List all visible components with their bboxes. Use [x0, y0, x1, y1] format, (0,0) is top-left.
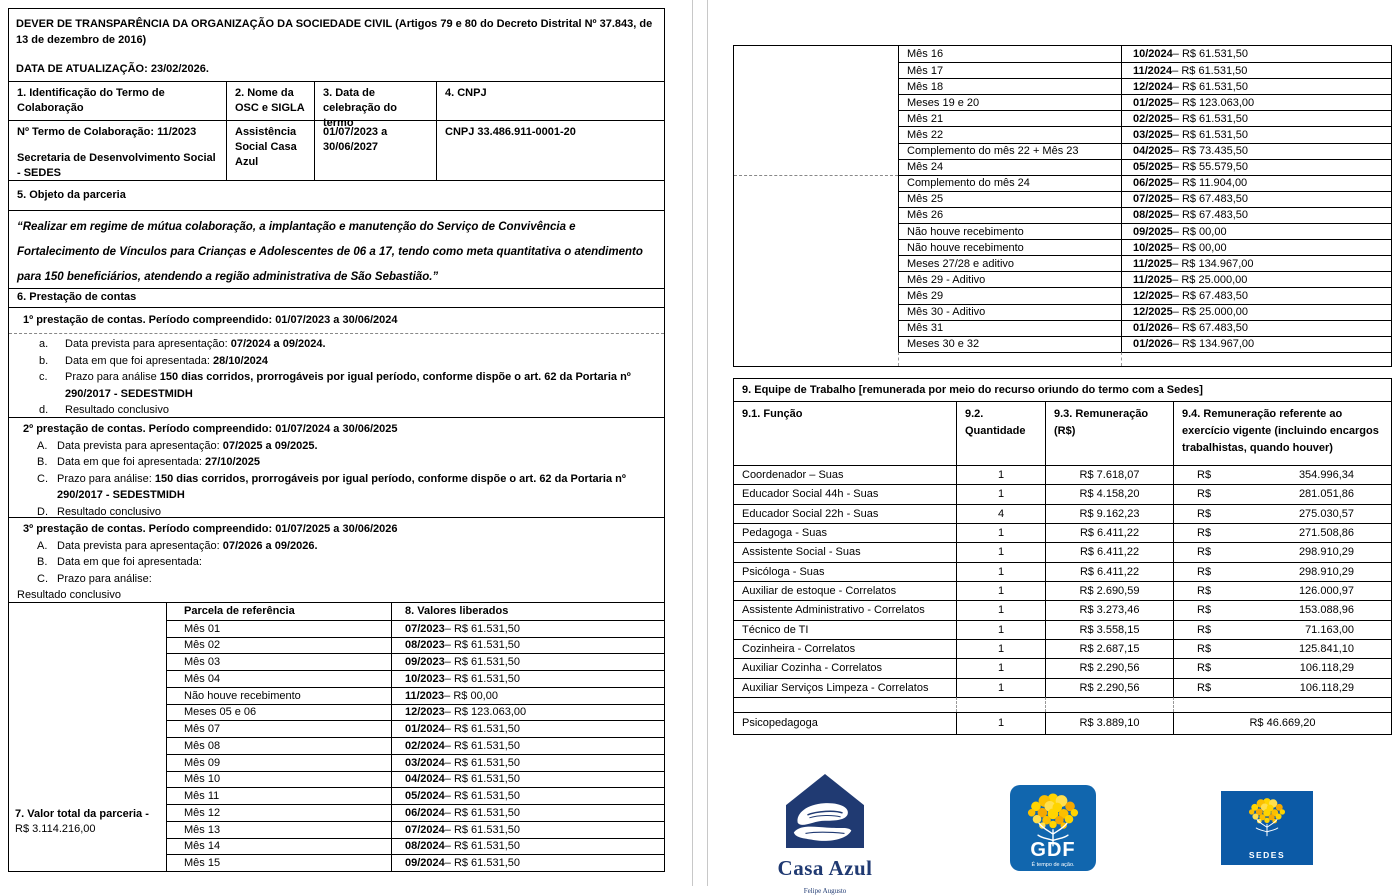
gdf-logo	[1010, 785, 1096, 871]
payment-parcela-cell: Mês 22	[898, 126, 1121, 142]
equipe-remuneracao-cell: R$ 2.687,15	[1045, 639, 1173, 658]
id-header-data: 3. Data de celebração do termo	[314, 82, 436, 120]
payment-month: 01/2024	[405, 723, 445, 736]
currency-prefix: R$	[1197, 527, 1212, 540]
payment-parcela-cell: Complemento do mês 24	[898, 175, 1121, 191]
prestacao-2-items	[37, 438, 656, 521]
equipe-remuneracao-exercicio-cell	[1173, 658, 1391, 677]
payment-month: 12/2024	[1133, 80, 1173, 93]
item-letter: A.	[37, 439, 48, 452]
payment-valor-cell: 01/2025 – R$ 123.063,00	[1121, 94, 1391, 110]
casa-azul-subtitle: Felipe Augusto	[803, 887, 847, 895]
item-value: 07/2026 a 09/2026.	[222, 539, 318, 552]
payment-month: 08/2023	[405, 639, 445, 652]
equipe-funcao-cell: Psicopedagoga	[734, 712, 956, 734]
prestacao-item	[37, 504, 656, 521]
equipe-empty-cell	[1173, 697, 1391, 712]
equipe-quantidade-cell: 1	[956, 600, 1045, 619]
payment-valor-cell: 06/2024 – R$ 61.531,50	[391, 804, 664, 821]
payment-month: 01/2026	[1133, 338, 1173, 351]
payment-parcela-cell: Mês 14	[166, 838, 391, 855]
payment-month: 11/2023	[405, 689, 445, 702]
currency-prefix: R$	[1197, 662, 1212, 675]
payment-month: 10/2025	[1133, 241, 1173, 254]
equipe-header-remuneracao: 9.3. Remuneração (R$)	[1045, 401, 1173, 465]
prestacao-item	[37, 554, 656, 571]
payment-valor-cell: 05/2024 – R$ 61.531,50	[391, 787, 664, 804]
valor-total-cell	[9, 603, 166, 871]
payment-month: 09/2024	[405, 857, 445, 870]
objeto-header: 5. Objeto da parceria	[9, 180, 664, 210]
payment-month: 11/2024	[1133, 64, 1173, 77]
payment-month: 03/2025	[1133, 129, 1173, 142]
currency-prefix: R$	[1197, 604, 1212, 617]
equipe-funcao-cell: Educador Social 44h - Suas	[734, 484, 956, 503]
document-header	[9, 9, 664, 81]
payment-parcela-cell: Mês 08	[166, 737, 391, 754]
equipe-header-quantidade: 9.2. Quantidade	[956, 401, 1045, 465]
payment-header-valores: 8. Valores liberados	[391, 603, 664, 620]
equipe-remuneracao-exercicio-cell	[1173, 523, 1391, 542]
payment-parcela-cell: Mês 24	[898, 159, 1121, 175]
payment-parcela-cell: Não houve recebimento	[898, 239, 1121, 255]
prestacao-item	[39, 369, 656, 402]
payment-valor-cell: 05/2025 – R$ 55.579,50	[1121, 159, 1391, 175]
payment-parcela-cell: Mês 21	[898, 110, 1121, 126]
currency-prefix: R$	[1197, 546, 1212, 559]
item-label: Data em que foi apresentada:	[57, 556, 202, 568]
payment-parcela-cell: Mês 09	[166, 754, 391, 771]
prestacao-item	[37, 454, 656, 471]
payment-parcela-cell: Mês 02	[166, 637, 391, 654]
equipe-empty-cell	[734, 697, 956, 712]
payment-parcela-cell: Mês 15	[166, 854, 391, 871]
payment-parcela-cell: Mês 30 - Aditivo	[898, 304, 1121, 320]
payment-table-page1	[9, 602, 664, 871]
payment-month: 10/2023	[405, 672, 445, 685]
equipe-table	[733, 378, 1392, 735]
spacer	[17, 140, 218, 151]
payment-parcela-cell: Mês 31	[898, 320, 1121, 336]
payment-valor-cell: 08/2025 – R$ 67.483,50	[1121, 207, 1391, 223]
payment-month: 02/2025	[1133, 112, 1173, 125]
equipe-funcao-cell: Educador Social 22h - Suas	[734, 504, 956, 523]
payment-parcela-cell: Mês 03	[166, 653, 391, 670]
equipe-remuneracao-exercicio-cell	[1173, 600, 1391, 619]
equipe-remuneracao-cell: R$ 3.558,15	[1045, 620, 1173, 639]
payment-month: 12/2025	[1133, 306, 1173, 319]
payment-empty-cell	[898, 352, 1121, 366]
payment-month: 04/2024	[405, 773, 445, 786]
casa-azul-house-icon	[783, 772, 867, 850]
item-letter: a.	[39, 338, 49, 350]
payment-month: 06/2025	[1133, 177, 1173, 190]
payment-valor-cell: 12/2024 – R$ 61.531,50	[1121, 78, 1391, 94]
equipe-remuneracao-cell: R$ 3.273,46	[1045, 600, 1173, 619]
payment-valor-cell: 07/2024 – R$ 61.531,50	[391, 821, 664, 838]
payment-month: 06/2024	[405, 806, 445, 819]
id-header-osc: 2. Nome da OSC e SIGLA	[226, 82, 314, 120]
item-value: 07/2024 a 09/2024.	[230, 338, 326, 350]
payment-header-parcela: Parcela de referência	[166, 603, 391, 620]
equipe-remuneracao-cell: R$ 2.290,56	[1045, 658, 1173, 677]
id-value-cnpj: CNPJ 33.486.911-0001-20	[436, 120, 664, 180]
payment-month: 07/2025	[1133, 193, 1173, 206]
item-label: Resultado conclusivo	[65, 404, 169, 416]
payment-month: 05/2025	[1133, 161, 1173, 174]
id-header-termo: 1. Identificação do Termo de Colaboração	[17, 87, 165, 114]
prestacao-2-header: 2º prestação de contas. Período compreendido: 01/07/2024 a 30/06/2025	[23, 423, 398, 435]
item-label: Data em que foi apresentada:	[65, 354, 213, 367]
prestacao-item	[37, 471, 656, 504]
equipe-quantidade-cell: 1	[956, 484, 1045, 503]
equipe-remuneracao-cell: R$ 2.690,59	[1045, 581, 1173, 600]
currency-prefix: R$	[1197, 623, 1212, 636]
currency-value: 354.996,34	[1298, 469, 1354, 482]
equipe-funcao-cell: Psicóloga - Suas	[734, 562, 956, 581]
item-value: 150 dias corridos, prorrogáveis por igual período, conforme dispõe o art. 62 da Portaria nº 290/2017 - SEDESTMIDH	[65, 371, 631, 400]
currency-value: 125.841,10	[1298, 643, 1354, 656]
item-letter: c.	[39, 371, 48, 383]
currency-value: 298.910,29	[1298, 565, 1354, 578]
prestacao-item	[39, 353, 656, 370]
equipe-remuneracao-exercicio-cell	[1173, 678, 1391, 697]
payment-parcela-cell: Mês 11	[166, 787, 391, 804]
payment-valor-cell: 04/2025 – R$ 73.435,50	[1121, 143, 1391, 159]
document-page-2	[708, 0, 1399, 895]
payment-parcela-cell: Mês 26	[898, 207, 1121, 223]
payment-parcela-cell: Mês 16	[898, 46, 1121, 62]
currency-value: 298.910,29	[1298, 546, 1354, 559]
currency-value: 106.118,29	[1299, 662, 1354, 675]
equipe-remuneracao-exercicio-cell: R$ 46.669,20	[1173, 712, 1391, 734]
currency-value: 281.051,86	[1298, 488, 1354, 501]
valor-total-value: R$ 3.114.216,00	[15, 823, 96, 835]
equipe-remuneracao-exercicio-cell	[1173, 639, 1391, 658]
prestacao-item	[37, 438, 656, 455]
equipe-remuneracao-cell: R$ 3.889,10	[1045, 712, 1173, 734]
item-label: Data prevista para apresentação:	[57, 539, 223, 552]
payment-parcela-cell: Mês 29 - Aditivo	[898, 271, 1121, 287]
payment-parcela-cell: Não houve recebimento	[898, 223, 1121, 239]
equipe-funcao-cell: Auxiliar Cozinha - Correlatos	[734, 658, 956, 677]
currency-value: 71.163,00	[1305, 623, 1354, 636]
item-label: Prazo para análise:	[57, 572, 152, 585]
payment-month: 01/2026	[1133, 322, 1173, 335]
equipe-quantidade-cell: 1	[956, 658, 1045, 677]
payment-valor-cell: 07/2025 – R$ 67.483,50	[1121, 191, 1391, 207]
item-letter: D.	[37, 505, 48, 518]
spanning-empty-cell-a	[734, 46, 898, 175]
equipe-remuneracao-cell: R$ 2.290,56	[1045, 678, 1173, 697]
casa-azul-title: Casa Azul	[777, 856, 873, 880]
equipe-funcao-cell: Assistente Social - Suas	[734, 542, 956, 561]
payment-valor-cell: 03/2025 – R$ 61.531,50	[1121, 126, 1391, 142]
payment-valor-cell: 09/2024 – R$ 61.531,50	[391, 854, 664, 871]
equipe-remuneracao-cell: R$ 4.158,20	[1045, 484, 1173, 503]
payment-valor-cell: 10/2023 – R$ 61.531,50	[391, 670, 664, 687]
item-letter: C.	[37, 472, 48, 485]
payment-month: 09/2025	[1133, 225, 1173, 238]
item-letter: B.	[37, 556, 48, 568]
document-page-1	[0, 0, 692, 886]
payment-parcela-cell: Não houve recebimento	[166, 687, 391, 704]
payment-parcela-cell: Mês 17	[898, 62, 1121, 78]
item-label: Data prevista para apresentação:	[65, 338, 231, 350]
valor-total-label: 7. Valor total da parceria -	[15, 808, 149, 820]
item-label: Prazo para análise	[65, 371, 160, 383]
payment-parcela-cell: Mês 13	[166, 821, 391, 838]
equipe-funcao-cell: Cozinheira - Correlatos	[734, 639, 956, 658]
prestacao-item	[39, 336, 656, 353]
currency-value: 153.088,96	[1298, 604, 1354, 617]
payment-valor-cell: 10/2025 – R$ 00,00	[1121, 239, 1391, 255]
equipe-quantidade-cell: 1	[956, 712, 1045, 734]
currency-prefix: R$	[1197, 507, 1212, 520]
identification-table	[9, 81, 664, 180]
equipe-funcao-cell: Técnico de TI	[734, 620, 956, 639]
equipe-funcao-cell: Auxiliar Serviços Limpeza - Correlatos	[734, 678, 956, 697]
sedes-tree-icon	[1244, 792, 1290, 838]
equipe-quantidade-cell: 1	[956, 639, 1045, 658]
payment-valor-cell: 04/2024 – R$ 61.531,50	[391, 771, 664, 788]
equipe-quantidade-cell: 1	[956, 562, 1045, 581]
payment-valor-cell: 01/2024 – R$ 61.531,50	[391, 720, 664, 737]
payment-valor-cell: 03/2024 – R$ 61.531,50	[391, 754, 664, 771]
prestacao-item	[39, 402, 656, 419]
equipe-remuneracao-cell: R$ 9.162,23	[1045, 504, 1173, 523]
payment-month: 08/2024	[405, 840, 445, 853]
equipe-empty-cell	[956, 697, 1045, 712]
payment-valor-cell: 09/2025 – R$ 00,00	[1121, 223, 1391, 239]
prestacao-1-header: 1º prestação de contas. Período compreendido: 01/07/2023 a 30/06/2024	[9, 307, 664, 334]
prestacao-3-footer: Resultado conclusivo	[17, 589, 121, 601]
payment-valor-cell: 07/2023 – R$ 61.531,50	[391, 620, 664, 637]
currency-prefix: R$	[1197, 585, 1212, 598]
equipe-header-remuneracao-exercicio: 9.4. Remuneração referente ao exercício vigente (incluindo encargos trabalhistas, quando houver)	[1173, 401, 1391, 465]
payment-valor-cell: 10/2024 – R$ 61.531,50	[1121, 46, 1391, 62]
item-label: Prazo para análise:	[57, 472, 155, 485]
equipe-quantidade-cell: 1	[956, 581, 1045, 600]
item-letter: B.	[37, 456, 48, 468]
payment-valor-cell: 06/2025 – R$ 11.904,00	[1121, 175, 1391, 191]
payment-parcela-cell: Complemento do mês 22 + Mês 23	[898, 143, 1121, 159]
payment-parcela-cell: Meses 27/28 e aditivo	[898, 255, 1121, 271]
prestacao-item	[37, 538, 656, 555]
payment-month: 11/2025	[1133, 257, 1173, 270]
equipe-remuneracao-cell: R$ 6.411,22	[1045, 542, 1173, 561]
equipe-remuneracao-cell: R$ 6.411,22	[1045, 523, 1173, 542]
update-date: DATA DE ATUALIZAÇÃO: 23/02/2026.	[16, 63, 209, 75]
payment-parcela-cell: Meses 05 e 06	[166, 704, 391, 721]
equipe-funcao-cell: Auxiliar de estoque - Correlatos	[734, 581, 956, 600]
item-label: Resultado conclusivo	[57, 505, 161, 518]
equipe-quantidade-cell: 1	[956, 620, 1045, 639]
objeto-text: “Realizar em regime de mútua colaboração, a implantação e manutenção do Serviço de Convivência e Fortalecimento de Vínculos para Crianças e Adolescentes de 06 a 17, tendo como meta quantitativa o atendimento para 150 beneficiários, atendendo a região administrativa de São Sebastião.”	[9, 210, 664, 288]
payment-valor-cell: 11/2023 – R$ 00,00	[391, 687, 664, 704]
payment-valor-cell: 01/2026 – R$ 67.483,50	[1121, 320, 1391, 336]
payment-month: 07/2023	[405, 622, 445, 635]
equipe-remuneracao-exercicio-cell	[1173, 581, 1391, 600]
payment-parcela-cell: Mês 04	[166, 670, 391, 687]
item-value: 150 dias corridos, prorrogáveis por igual período, conforme dispõe o art. 62 da Portaria nº 290/2017 - SEDESTMIDH	[57, 472, 626, 501]
payment-month: 05/2024	[405, 790, 445, 803]
item-letter: C.	[37, 572, 48, 585]
equipe-remuneracao-exercicio-cell	[1173, 484, 1391, 503]
payment-month: 12/2025	[1133, 289, 1173, 302]
equipe-remuneracao-exercicio-cell	[1173, 542, 1391, 561]
item-label: Data em que foi apresentada:	[57, 456, 205, 468]
prestacao-item	[37, 571, 656, 588]
currency-prefix: R$	[1197, 469, 1212, 482]
payment-parcela-cell: Mês 10	[166, 771, 391, 788]
payment-valor-cell: 12/2023 – R$ 123.063,00	[391, 704, 664, 721]
payment-valor-cell: 11/2025 – R$ 25.000,00	[1121, 271, 1391, 287]
item-letter: b.	[39, 354, 49, 367]
termo-numero: Nº Termo de Colaboração: 11/2023	[17, 126, 197, 138]
payment-month: 01/2025	[1133, 96, 1173, 109]
item-letter: d.	[39, 404, 49, 416]
payment-month: 04/2025	[1133, 145, 1173, 158]
currency-value: 271.508,86	[1298, 527, 1354, 540]
id-value-termo	[9, 120, 226, 180]
payment-parcela-cell: Mês 07	[166, 720, 391, 737]
spanning-empty-cell-b	[734, 175, 898, 366]
payment-parcela-cell: Meses 30 e 32	[898, 336, 1121, 352]
id-value-osc: Assistência Social Casa Azul	[226, 120, 314, 180]
payment-month: 08/2025	[1133, 209, 1173, 222]
equipe-remuneracao-exercicio-cell	[1173, 504, 1391, 523]
equipe-remuneracao-exercicio-cell	[1173, 620, 1391, 639]
payment-valor-cell: 08/2023 – R$ 61.531,50	[391, 637, 664, 654]
currency-prefix: R$	[1197, 681, 1212, 694]
logos-row	[708, 770, 1399, 895]
equipe-title: 9. Equipe de Trabalho [remunerada por meio do recurso oriundo do termo com a Sedes]	[742, 384, 1203, 396]
gdf-title: GDF	[1030, 839, 1076, 861]
payment-parcela-cell: Mês 18	[898, 78, 1121, 94]
item-value: 27/10/2025	[204, 456, 261, 468]
transparency-table	[8, 8, 665, 872]
payment-parcela-cell: Meses 19 e 20	[898, 94, 1121, 110]
payment-valor-cell: 09/2023 – R$ 61.531,50	[391, 653, 664, 670]
currency-value: 275.030,57	[1298, 507, 1354, 520]
payment-parcela-cell: Mês 25	[898, 191, 1121, 207]
payment-valor-cell: 01/2026 – R$ 134.967,00	[1121, 336, 1391, 352]
sedes-title: SEDES	[1248, 850, 1286, 860]
currency-prefix: R$	[1197, 488, 1212, 501]
gdf-tagline: É tempo de ação.	[1031, 862, 1075, 868]
equipe-quantidade-cell: 4	[956, 504, 1045, 523]
payment-month: 10/2024	[1133, 48, 1173, 61]
equipe-funcao-cell: Assistente Administrativo - Correlatos	[734, 600, 956, 619]
item-letter: A.	[37, 539, 48, 552]
equipe-quantidade-cell: 1	[956, 678, 1045, 697]
equipe-remuneracao-cell: R$ 6.411,22	[1045, 562, 1173, 581]
sedes-logo	[1221, 791, 1313, 865]
payment-month: 11/2025	[1133, 273, 1173, 286]
payment-table-page2	[733, 45, 1392, 367]
equipe-header-funcao: 9.1. Função	[734, 401, 956, 465]
payment-month: 07/2024	[405, 823, 445, 836]
document-title: DEVER DE TRANSPARÊNCIA DA ORGANIZAÇÃO DA SOCIEDADE CIVIL (Artigos 79 e 80 do Decreto Distrital Nº 37.843, de 13 de dezembro de 2016)	[16, 18, 653, 46]
equipe-empty-cell	[1045, 697, 1173, 712]
prestacao-3-block	[9, 517, 664, 602]
equipe-quantidade-cell: 1	[956, 542, 1045, 561]
payment-valor-cell: 02/2025 – R$ 61.531,50	[1121, 110, 1391, 126]
item-value: 28/10/2024	[212, 354, 269, 367]
payment-parcela-cell: Mês 29	[898, 287, 1121, 303]
page-divider-left	[692, 0, 693, 886]
equipe-quantidade-cell: 1	[956, 465, 1045, 484]
payment-valor-cell: 11/2024 – R$ 61.531,50	[1121, 62, 1391, 78]
equipe-remuneracao-cell: R$ 7.618,07	[1045, 465, 1173, 484]
equipe-funcao-cell: Pedagoga - Suas	[734, 523, 956, 542]
payment-parcela-cell: Mês 01	[166, 620, 391, 637]
equipe-quantidade-cell: 1	[956, 523, 1045, 542]
payment-month: 02/2024	[405, 739, 445, 752]
currency-prefix: R$	[1197, 565, 1212, 578]
prestacao-2-block	[9, 417, 664, 517]
payment-valor-cell: 08/2024 – R$ 61.531,50	[391, 838, 664, 855]
prestacao-header: 6. Prestação de contas	[9, 288, 664, 307]
equipe-remuneracao-exercicio-cell	[1173, 562, 1391, 581]
prestacao-1-items	[9, 334, 664, 417]
currency-prefix: R$	[1197, 643, 1212, 656]
payment-empty-cell	[1121, 352, 1391, 366]
payment-parcela-cell: Mês 12	[166, 804, 391, 821]
payment-month: 03/2024	[405, 756, 445, 769]
payment-valor-cell: 11/2025 – R$ 134.967,00	[1121, 255, 1391, 271]
equipe-remuneracao-exercicio-cell	[1173, 465, 1391, 484]
termo-secretaria: Secretaria de Desenvolvimento Social - SEDES	[17, 152, 216, 179]
payment-month: 09/2023	[405, 656, 445, 669]
currency-value: 126.000,97	[1298, 585, 1354, 598]
casa-azul-logo	[775, 772, 875, 895]
item-label: Data prevista para apresentação:	[57, 439, 223, 452]
payment-valor-cell: 12/2025 – R$ 25.000,00	[1121, 304, 1391, 320]
currency-value: 106.118,29	[1299, 681, 1354, 694]
payment-month: 12/2023	[405, 706, 445, 719]
id-header-cnpj: 4. CNPJ	[436, 82, 664, 120]
equipe-funcao-cell: Coordenador – Suas	[734, 465, 956, 484]
payment-valor-cell: 12/2025 – R$ 67.483,50	[1121, 287, 1391, 303]
id-value-periodo: 01/07/2023 a 30/06/2027	[314, 120, 436, 180]
payment-valor-cell: 02/2024 – R$ 61.531,50	[391, 737, 664, 754]
prestacao-3-header: 3º prestação de contas. Período compreendido: 01/07/2025 a 30/06/2026	[23, 523, 398, 535]
prestacao-3-items	[37, 538, 656, 588]
item-value: 07/2025 a 09/2025.	[222, 439, 318, 452]
